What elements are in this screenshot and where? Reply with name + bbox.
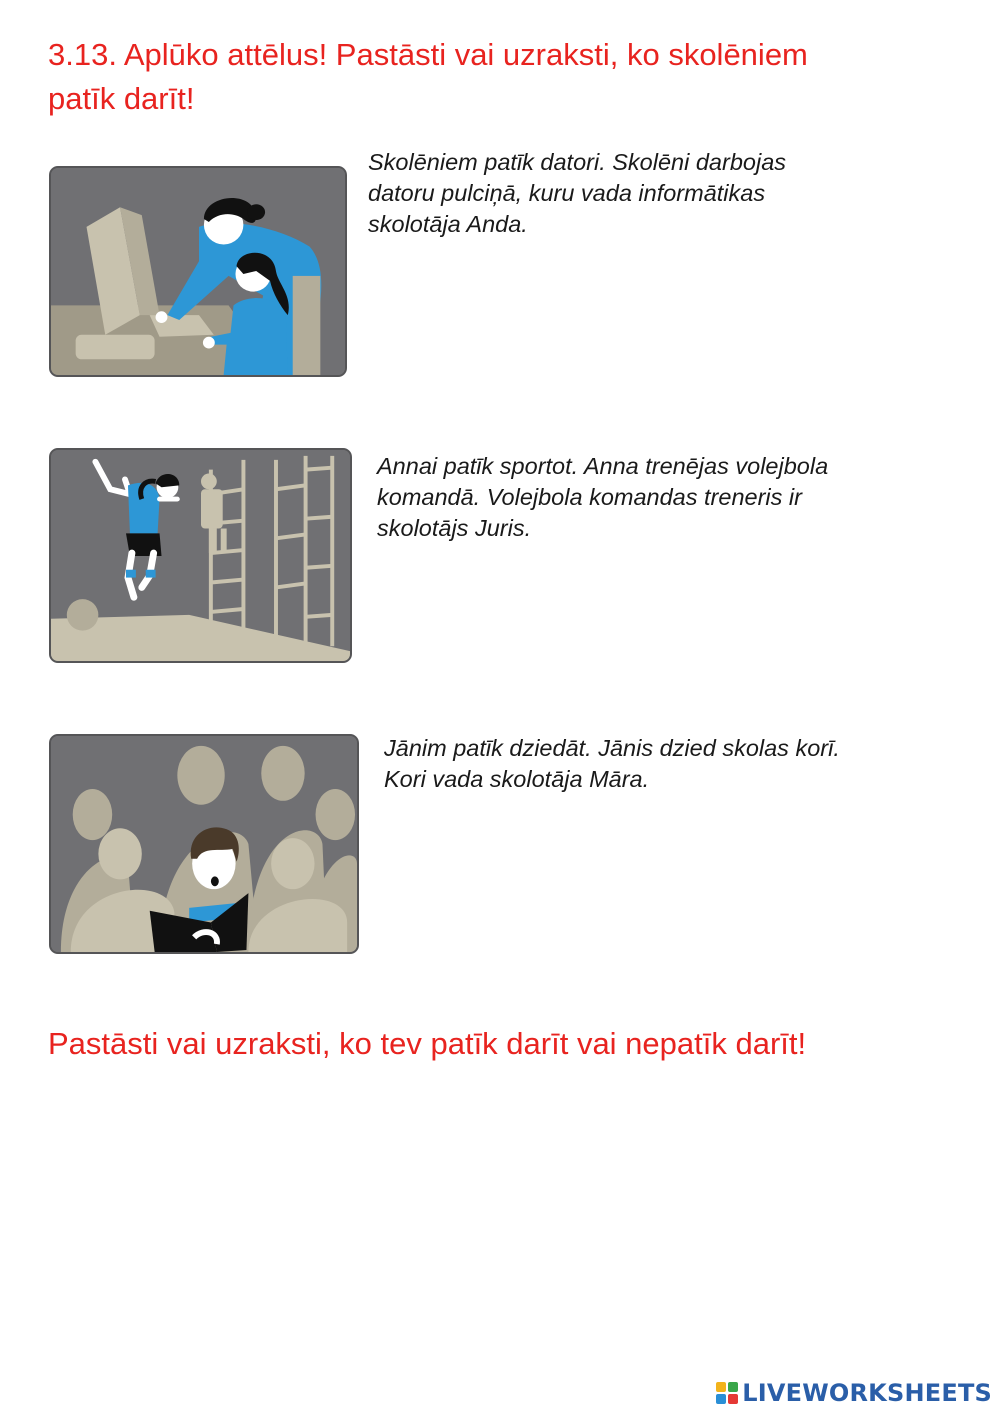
caption-line: Skolēniem patīk datori. Skolēni darbojas	[368, 149, 787, 175]
caption-line: Jānim patīk dziedāt. Jānis dzied skolas korī.	[384, 735, 840, 761]
caption-singing	[384, 733, 964, 795]
caption-line: komandā. Volejbola komandas treneris ir	[377, 484, 802, 510]
caption-line: skolotāja Anda.	[368, 211, 528, 237]
volleyball-jump-illustration	[49, 448, 352, 663]
caption-computers	[368, 147, 888, 240]
heading-line-1: 3.13. Aplūko attēlus! Pastāsti vai uzraksti, ko skolēniem	[48, 37, 808, 72]
caption-line: skolotājs Juris.	[377, 515, 532, 541]
bottom-prompt: Pastāsti vai uzraksti, ko tev patīk darīt vai nepatīk darīt!	[48, 1026, 807, 1061]
liveworksheets-logo[interactable]	[716, 1379, 992, 1407]
caption-line: Kori vada skolotāja Māra.	[384, 766, 650, 792]
heading-line-2: patīk darīt!	[48, 81, 195, 116]
brand-name: LIVEWORKSHEETS	[742, 1379, 992, 1407]
exercise-heading	[48, 33, 948, 121]
caption-line: datoru pulciņā, kuru vada informātikas	[368, 180, 766, 206]
caption-sports	[377, 451, 957, 544]
computer-class-illustration	[49, 166, 347, 377]
school-choir-illustration	[49, 734, 359, 954]
caption-line: Annai patīk sportot. Anna trenējas volejbola	[377, 453, 829, 479]
liveworksheets-logo-icon	[716, 1382, 738, 1404]
